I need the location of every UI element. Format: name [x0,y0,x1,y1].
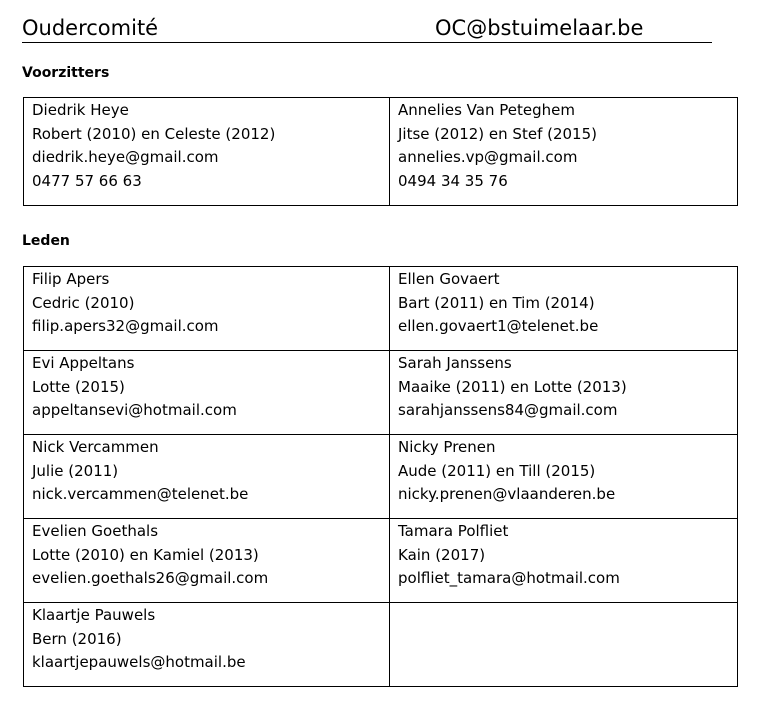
table-row [24,267,738,351]
contact-children: Cedric (2010) [32,293,135,312]
contact-card [24,435,390,519]
contact-email: annelies.vp@gmail.com [398,148,578,166]
table-row [24,603,738,687]
empty-cell [390,603,738,687]
contact-children: Julie (2011) [32,461,119,480]
contact-children: Lotte (2010) en Kamiel (2013) [32,545,259,564]
contact-card [24,98,390,206]
contact-email: klaartjepauwels@hotmail.be [32,653,246,671]
contact-email: evelien.goethals26@gmail.com [32,569,269,587]
contact-children: Kain (2017) [398,545,486,564]
contact-phone: 0494 34 35 76 [398,171,508,190]
contact-children: Robert (2010) en Celeste (2012) [32,124,276,143]
contact-email: appeltansevi@hotmail.com [32,401,237,419]
document-header [22,14,712,43]
table-row [24,519,738,603]
contact-email: ellen.govaert1@telenet.be [398,317,599,335]
contact-children: Bern (2016) [32,629,122,648]
contact-name: Annelies Van Peteghem [398,101,575,119]
contact-card [390,519,738,603]
contact-name: Evelien Goethals [32,522,159,540]
contact-card [390,267,738,351]
contact-name: Tamara Polfliet [398,522,509,540]
contact-name: Klaartje Pauwels [32,606,156,624]
contact-children: Bart (2011) en Tim (2014) [398,293,595,312]
contact-email: sarahjanssens84@gmail.com [398,401,618,419]
contact-children: Lotte (2015) [32,377,125,396]
contact-email: nicky.prenen@vlaanderen.be [398,485,616,503]
section-title-leden: Leden [22,233,70,249]
contact-name: Diedrik Heye [32,101,129,119]
contact-name: Nicky Prenen [398,438,496,456]
leden-table [23,266,738,687]
contact-card [24,351,390,435]
page-title: Oudercomité [22,16,159,40]
contact-name: Filip Apers [32,270,110,288]
table-row [24,351,738,435]
contact-card [390,98,738,206]
contact-name: Evi Appeltans [32,354,135,372]
table-row [24,98,738,206]
table-row [24,435,738,519]
contact-phone: 0477 57 66 63 [32,171,142,190]
contact-card [24,519,390,603]
contact-card [24,267,390,351]
contact-name: Ellen Govaert [398,270,500,288]
contact-name: Nick Vercammen [32,438,159,456]
contact-card [24,603,390,687]
contact-email: nick.vercammen@telenet.be [32,485,249,503]
contact-name: Sarah Janssens [398,354,512,372]
contact-card [390,351,738,435]
contact-children: Maaike (2011) en Lotte (2013) [398,377,627,396]
contact-card [390,435,738,519]
contact-email: filip.apers32@gmail.com [32,317,219,335]
contact-email: polfliet_tamara@hotmail.com [398,569,620,587]
contact-children: Aude (2011) en Till (2015) [398,461,596,480]
voorzitters-table [23,97,738,206]
contact-children: Jitse (2012) en Stef (2015) [398,124,597,143]
section-title-voorzitters: Voorzitters [22,65,110,81]
contact-email: diedrik.heye@gmail.com [32,148,219,166]
committee-email: OC@bstuimelaar.be [435,16,644,40]
